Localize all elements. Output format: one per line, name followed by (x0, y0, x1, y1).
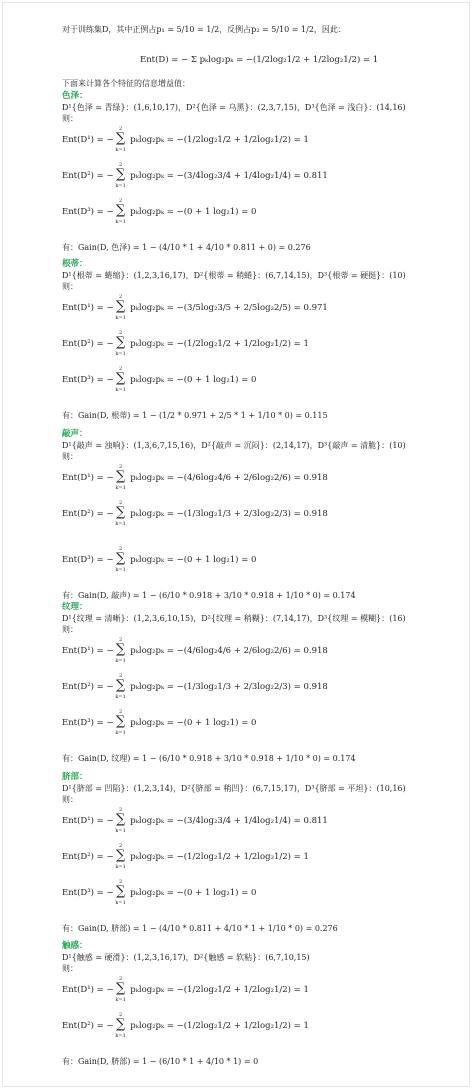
equation-rhs: pₖlog₂pₖ = −(0 + 1 log₂1) = 0 (127, 375, 257, 385)
equation-lhs: Ent(D³) = − (62, 888, 114, 898)
sum-upper-limit: 2 (119, 879, 123, 885)
then-label: 则： (62, 964, 78, 973)
sum-upper-limit: 2 (119, 294, 123, 300)
equation-rhs: pₖlog₂pₖ = −(1/2log₂1/2 + 1/2log₂1/2) = 1 (127, 985, 309, 995)
sum-lower-limit: k=1 (115, 485, 126, 491)
sigma-icon: 2 ∑ k=1 (115, 294, 126, 321)
equation-rhs: pₖlog₂pₖ = −(3/4log₂3/4 + 1/4log₂1/4) = 0.811 (127, 816, 328, 826)
sigma-icon: 2 ∑ k=1 (115, 330, 126, 357)
equation-rhs: pₖlog₂pₖ = −(1/3log₂1/3 + 2/3log₂2/3) = 0.918 (127, 682, 328, 692)
sum-lower-limit: k=1 (115, 694, 126, 700)
then-label: 则： (62, 114, 78, 123)
sum-lower-limit: k=1 (115, 521, 126, 527)
sigma-icon: 2 ∑ k=1 (115, 198, 126, 225)
equation-lhs: Ent(D²) = − (62, 1021, 114, 1031)
sum-lower-limit: k=1 (115, 147, 126, 153)
sigma-icon: 2 ∑ k=1 (115, 673, 126, 700)
gain-result: 有：Gain(D, 脐部) = 1 − (4/10 * 0.811 + 4/10 * 1 + 1/10 * 0) = 0.276 (62, 924, 338, 933)
sum-lower-limit: k=1 (115, 900, 126, 906)
sum-upper-limit: 2 (119, 709, 123, 715)
entropy-equation (62, 546, 257, 573)
sum-upper-limit: 2 (119, 366, 123, 372)
sum-upper-limit: 2 (119, 198, 123, 204)
equation-lhs: Ent(D²) = − (62, 339, 114, 349)
gain-result: 有：Gain(D, 敲声) = 1 − (6/10 * 0.918 + 3/10 * 0.918 + 1/10 * 0) = 0.174 (62, 591, 356, 600)
equation-lhs: Ent(D³) = − (62, 207, 114, 217)
equation-lhs: Ent(D¹) = − (62, 985, 114, 995)
sigma-icon: 2 ∑ k=1 (115, 843, 126, 870)
equation-lhs: Ent(D²) = − (62, 171, 114, 181)
equation-rhs: pₖlog₂pₖ = −(1/2log₂1/2 + 1/2log₂1/2) = 1 (127, 852, 309, 862)
sum-lower-limit: k=1 (115, 1033, 126, 1039)
equation-rhs: pₖlog₂pₖ = −(1/2log₂1/2 + 1/2log₂1/2) = 1 (127, 135, 309, 145)
sum-lower-limit: k=1 (115, 567, 126, 573)
then-label: 则： (62, 625, 78, 634)
entropy-equation (62, 294, 328, 321)
entropy-equation (62, 1012, 309, 1039)
sum-lower-limit: k=1 (115, 828, 126, 834)
gain-result: 有：Gain(D, 纹理) = 1 − (6/10 * 0.918 + 3/10 * 0.918 + 1/10 * 0) = 0.174 (62, 754, 356, 763)
entropy-equation (62, 330, 309, 357)
section-heading: 纹理： (62, 602, 88, 612)
sigma-icon: 2 ∑ k=1 (115, 126, 126, 153)
sum-upper-limit: 2 (119, 673, 123, 679)
sum-lower-limit: k=1 (115, 315, 126, 321)
sum-lower-limit: k=1 (115, 658, 126, 664)
sum-upper-limit: 2 (119, 162, 123, 168)
equation-rhs: pₖlog₂pₖ = −(4/6log₂4/6 + 2/6log₂2/6) = 0.918 (127, 473, 328, 483)
next-line: 下面来计算各个特征的信息增益值： (62, 79, 190, 88)
gain-result: 有：Gain(D, 根蒂) = 1 − (1/2 * 0.971 + 2/5 * 1 + 1/10 * 0) = 0.115 (62, 411, 328, 420)
then-label: 则： (62, 282, 78, 291)
sigma-icon: 2 ∑ k=1 (115, 976, 126, 1003)
equation-lhs: Ent(D²) = − (62, 852, 114, 862)
entropy-equation (62, 843, 309, 870)
equation-rhs: pₖlog₂pₖ = −(0 + 1 log₂1) = 0 (127, 207, 257, 217)
equation-lhs: Ent(D²) = − (62, 509, 114, 519)
sum-upper-limit: 2 (119, 126, 123, 132)
equation-lhs: Ent(D³) = − (62, 555, 114, 565)
sum-upper-limit: 2 (119, 976, 123, 982)
section-heading: 敲声： (62, 429, 88, 439)
sigma-icon: 2 ∑ k=1 (115, 500, 126, 527)
equation-lhs: Ent(D¹) = − (62, 816, 114, 826)
equation-lhs: Ent(D¹) = − (62, 473, 114, 483)
equation-rhs: pₖlog₂pₖ = −(0 + 1 log₂1) = 0 (127, 888, 257, 898)
entropy-equation (62, 162, 328, 189)
section-subsets: D¹{脐部 = 凹陷}：(1,2,3,14)，D²{脐部 = 稍凹}：(6,7,15,17)，D³{脐部 = 平坦}：(10,16) (62, 784, 406, 793)
equation-rhs: pₖlog₂pₖ = −(1/3log₂1/3 + 2/3log₂2/3) = 0.918 (127, 509, 328, 519)
sum-upper-limit: 2 (119, 1012, 123, 1018)
sum-upper-limit: 2 (119, 546, 123, 552)
section-heading: 触感： (62, 941, 88, 951)
equation-rhs: pₖlog₂pₖ = −(0 + 1 log₂1) = 0 (127, 555, 257, 565)
sigma-icon: 2 ∑ k=1 (115, 464, 126, 491)
sigma-icon: 2 ∑ k=1 (115, 807, 126, 834)
intro-text: 对于训练集D，其中正例占p₁ = 5/10 = 1/2，反例占p₂ = 5/10 = 1/2，因此： (62, 25, 346, 34)
gain-result: 有：Gain(D, 色泽) = 1 − (4/10 * 1 + 4/10 * 0.811 + 0) = 0.276 (62, 243, 311, 252)
sum-lower-limit: k=1 (115, 864, 126, 870)
entropy-equation (62, 464, 328, 491)
equation-lhs: Ent(D³) = − (62, 375, 114, 385)
entropy-equation (62, 126, 309, 153)
equation-rhs: pₖlog₂pₖ = −(0 + 1 log₂1) = 0 (127, 718, 257, 728)
sum-lower-limit: k=1 (115, 997, 126, 1003)
sum-lower-limit: k=1 (115, 387, 126, 393)
equation-lhs: Ent(D¹) = − (62, 303, 114, 313)
section-subsets: D¹{色泽 = 青绿}：(1,6,10,17)，D²{色泽 = 乌黑}：(2,3,7,15)，D³{色泽 = 浅白}：(14,16) (62, 103, 406, 112)
sum-lower-limit: k=1 (115, 183, 126, 189)
equation-rhs: pₖlog₂pₖ = −(3/4log₂3/4 + 1/4log₂1/4) = 0.811 (127, 171, 328, 181)
sigma-icon: 2 ∑ k=1 (115, 546, 126, 573)
equation-rhs: pₖlog₂pₖ = −(1/2log₂1/2 + 1/2log₂1/2) = 1 (127, 339, 309, 349)
equation-lhs: Ent(D³) = − (62, 718, 114, 728)
sigma-icon: 2 ∑ k=1 (115, 1012, 126, 1039)
then-label: 则： (62, 795, 78, 804)
ent-total-equation: Ent(D) = − Σ pₖlog₂pₖ = −(1/2log₂1/2 + 1/2log₂1/2) = 1 (140, 55, 379, 65)
entropy-equation (62, 709, 257, 736)
sum-upper-limit: 2 (119, 330, 123, 336)
sigma-icon: 2 ∑ k=1 (115, 709, 126, 736)
equation-rhs: pₖlog₂pₖ = −(3/5log₂3/5 + 2/5log₂2/5) = 0.971 (127, 303, 328, 313)
sigma-icon: 2 ∑ k=1 (115, 366, 126, 393)
sigma-icon: 2 ∑ k=1 (115, 879, 126, 906)
sum-upper-limit: 2 (119, 807, 123, 813)
equation-lhs: Ent(D¹) = − (62, 135, 114, 145)
equation-lhs: Ent(D¹) = − (62, 646, 114, 656)
entropy-equation (62, 500, 328, 527)
sum-lower-limit: k=1 (115, 730, 126, 736)
section-heading: 色泽： (62, 91, 88, 101)
entropy-equation (62, 807, 328, 834)
section-heading: 脐部： (62, 772, 88, 782)
sum-lower-limit: k=1 (115, 219, 126, 225)
sigma-icon: 2 ∑ k=1 (115, 162, 126, 189)
section-subsets: D¹{敲声 = 浊响}：(1,3,6,7,15,16)，D²{敲声 = 沉闷}：(2,14,17)，D³{敲声 = 清脆}：(10) (62, 441, 406, 450)
then-label: 则： (62, 452, 78, 461)
section-subsets: D¹{纹理 = 清晰}：(1,2,3,6,10,15)，D²{纹理 = 稍糊}：(7,14,17)，D³{纹理 = 模糊}：(16) (62, 614, 406, 623)
entropy-equation (62, 673, 328, 700)
equation-rhs: pₖlog₂pₖ = −(4/6log₂4/6 + 2/6log₂2/6) = 0.918 (127, 646, 328, 656)
sum-upper-limit: 2 (119, 843, 123, 849)
entropy-equation (62, 366, 257, 393)
entropy-equation (62, 879, 257, 906)
entropy-equation (62, 976, 309, 1003)
sum-upper-limit: 2 (119, 500, 123, 506)
section-subsets: D¹{根蒂 = 蜷缩}：(1,2,3,16,17)，D²{根蒂 = 稍蜷}：(6,7,14,15)，D³{根蒂 = 硬挺}：(10) (62, 271, 406, 280)
entropy-equation (62, 637, 328, 664)
equation-rhs: pₖlog₂pₖ = −(1/2log₂1/2 + 1/2log₂1/2) = 1 (127, 1021, 309, 1031)
sum-lower-limit: k=1 (115, 351, 126, 357)
equation-lhs: Ent(D²) = − (62, 682, 114, 692)
section-heading: 根蒂： (62, 259, 88, 269)
entropy-equation (62, 198, 257, 225)
sum-upper-limit: 2 (119, 637, 123, 643)
gain-result: 有：Gain(D, 脐部) = 1 − (6/10 * 1 + 4/10 * 1) = 0 (62, 1057, 259, 1066)
sigma-icon: 2 ∑ k=1 (115, 637, 126, 664)
sum-upper-limit: 2 (119, 464, 123, 470)
section-subsets: D¹{触感 = 硬滑}：(1,2,3,16,17)，D²{触感 = 软粘}：(6,7,10,15) (62, 953, 310, 962)
